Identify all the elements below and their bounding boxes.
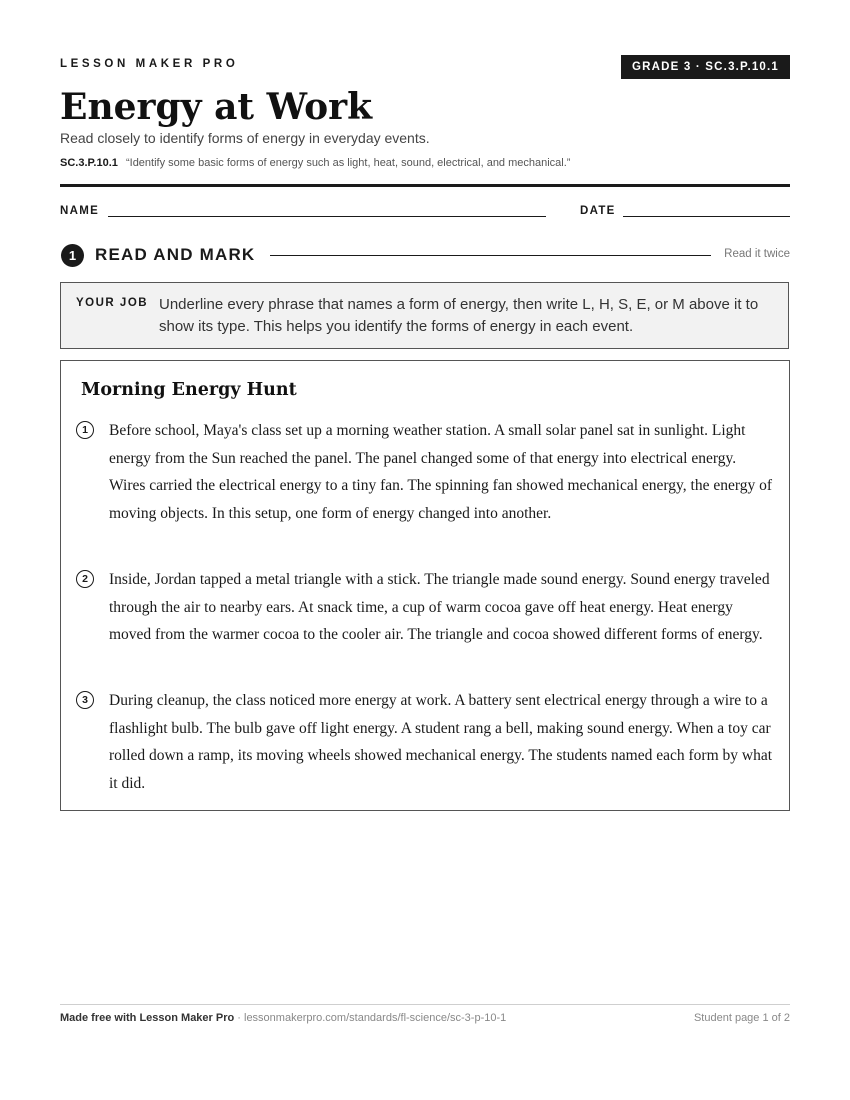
name-label: NAME [60, 205, 100, 217]
footer-credit [60, 1012, 506, 1024]
footer-url[interactable]: · lessonmakerpro.com/standards/fl-science/sc-3-p-10-1 [234, 1012, 507, 1024]
paragraph-text[interactable]: Inside, Jordan tapped a metal triangle with a stick. The triangle made sound energy. Sound energy traveled through the air to nearby ears. At snack time, a cup of warm cocoa gave off heat energy. Heat energy moved from the warmer cocoa to the cooler air. The triangle and cocoa showed different forms of energy. [109, 571, 770, 643]
paragraph-number: 1 [76, 421, 94, 439]
page-title: Energy at Work [60, 86, 373, 128]
section-title: READ AND MARK [95, 245, 256, 264]
header-divider [60, 184, 790, 187]
section-note: Read it twice [724, 248, 790, 260]
instructions-text: Underline every phrase that names a form of energy, then write L, H, S, E, or M above it to show its type. This helps you identify the forms of energy in each event. [159, 296, 759, 335]
paragraph-number: 3 [76, 691, 94, 709]
date-label: DATE [580, 205, 616, 217]
instructions-label: YOUR JOB [76, 297, 149, 309]
footer-divider [60, 1004, 790, 1005]
reading-passage [60, 360, 790, 811]
section-number-badge: 1 [61, 244, 84, 267]
paragraph-text[interactable]: During cleanup, the class noticed more energy at work. A battery sent electrical energy through a wire to a flashlight bulb. The bulb gave off light energy. A student rang a bell, making sound energy. When a toy car rolled down a ramp, its moving wheels showed mechanical energy. The students named each form by what it did. [109, 692, 773, 792]
standard-code: SC.3.P.10.1 [60, 157, 118, 169]
section-divider [270, 255, 711, 256]
standard-statement [60, 157, 570, 169]
passage-title: Morning Energy Hunt [81, 380, 297, 400]
page-indicator: Student page 1 of 2 [693, 1012, 790, 1024]
page-subtitle: Read closely to identify forms of energy in everyday events. [60, 130, 430, 146]
paragraph-number: 2 [76, 570, 94, 588]
grade-standard-badge: GRADE 3 · SC.3.P.10.1 [621, 55, 790, 79]
paragraph-text[interactable]: Before school, Maya's class set up a morning weather station. A small solar panel sat in sunlight. Light energy from the Sun reached the panel. The panel changed some of that energy into electrical energy. Wires carried the electrical energy to a tiny fan. The spinning fan showed mechanical energy, the energy of moving objects. In this setup, one form of energy changed into another. [109, 422, 773, 522]
date-field[interactable] [623, 216, 790, 217]
standard-text: “Identify some basic forms of energy such as light, heat, sound, electrical, and mechanical.” [125, 157, 571, 169]
instructions-box [60, 282, 789, 349]
name-field[interactable] [108, 216, 546, 217]
footer-brand: Made free with Lesson Maker Pro [60, 1012, 235, 1024]
brand-name: LESSON MAKER PRO [60, 58, 239, 70]
